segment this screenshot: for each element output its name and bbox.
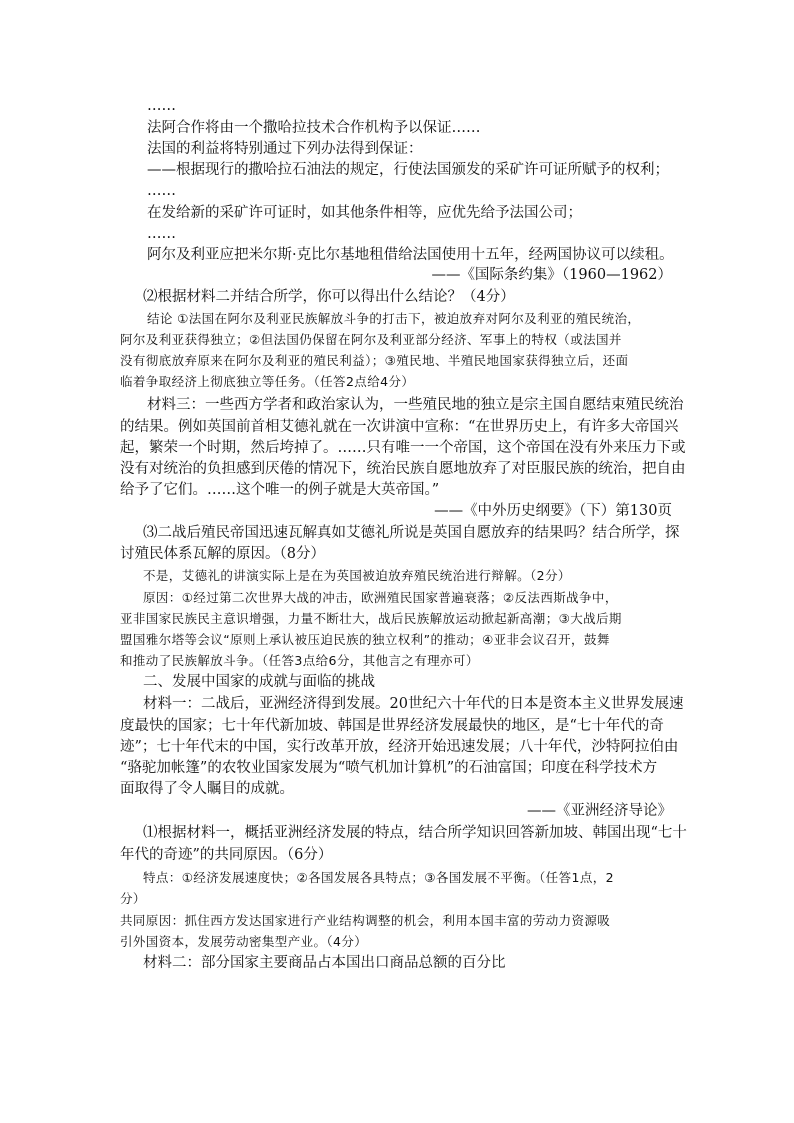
material-text: 起，繁荣一个时期，然后垮掉了。……只有唯一一个帝国，这个帝国在没有外来压力下或 [120,440,686,456]
question-text: ⑶二战后殖民帝国迅速瓦解真如艾德礼所说是英国自愿放弃的结果吗？结合所学，探 [143,525,680,541]
text-line: 在发给新的采矿许可证时，如其他条件相等，应优先给予法国公司； [147,205,582,221]
text-line: 法国的利益将特别通过下列办法得到保证： [147,141,423,157]
answer-text: 亚非国家民族民主意识增强，力量不断壮大，战后民族解放运动掀起新高潮；③大战后期 [120,611,622,626]
material-text: 的结果。例如英国前首相艾德礼就在一次讲演中宣称：“在世界历史上，有许多大帝国兴 [120,419,679,435]
material-text: 材料一：二战后，亚洲经济得到发展。20世纪六十年代的日本是资本主义世界发展速 [143,696,684,712]
material-text: 迹”；七十年代末的中国，实行改革开放，经济开始迅速发展；八十年代，沙特阿拉伯由 [120,739,679,755]
material-text: 度最快的国家；七十年代新加坡、韩国是世界经济发展最快的地区，是“七十年代的奇 [120,718,664,734]
ellipsis: …… [147,98,176,114]
text-line: 阿尔及利亚应把米尔斯·克比尔基地租借给法国使用十五年，经两国协议可以续租。 [147,247,674,263]
answer-text: 共同原因：抓住西方发达国家进行产业结构调整的机会，利用本国丰富的劳动力资源吸 [120,913,611,928]
material-text: 面取得了令人瞩目的成就。 [120,781,294,797]
answer-text: 阿尔及利亚获得独立；②但法国仍保留在阿尔及利亚部分经济、军事上的特权（或法国并 [120,332,622,347]
question-text: 讨殖民体系瓦解的原因。（8分） [120,546,325,562]
ellipsis: …… [147,183,176,199]
section-heading: 二、发展中国家的成就与面临的挑战 [143,674,375,690]
source-citation: ——《亚洲经济导论》 [527,803,672,819]
answer-text: 结论 ①法国在阿尔及利亚民族解放斗争的打击下，被迫放弃对阿尔及利亚的殖民统治， [147,311,641,326]
material-text: 没有对统治的负担感到厌倦的情况下，统治民族自愿地放弃了对臣服民族的统治，把自由 [120,461,686,477]
answer-text: 分） [120,891,146,906]
material-text: 材料二：部分国家主要商品占本国出口商品总额的百分比 [143,955,506,971]
material-text: “骆驼加帐篷”的农牧业国家发展为“喷气机加计算机”的石油富国；印度在科学技术方 [120,760,658,776]
question-text: 年代的奇迹”的共同原因。（6分） [120,847,333,863]
material-text: 材料三：一些西方学者和政治家认为，一些殖民地的独立是宗主国自愿结束殖民统治 [147,397,684,413]
text-line: ——根据现行的撒哈拉石油法的规定，行使法国颁发的采矿许可证所赋予的权利； [147,162,669,178]
answer-text: 没有彻底放弃原来在阿尔及利亚的殖民利益）；③殖民地、半殖民地国家获得独立后，还面 [120,353,629,368]
source-citation: ——《中外历史纲要》（下）第130页 [434,503,672,519]
answer-text: 盟国雅尔塔等会议“原则上承认被压迫民族的独立权利”的推动；④亚非会议召开，鼓舞 [120,632,610,647]
ellipsis: …… [147,226,176,242]
answer-text: 引外国资本，发展劳动密集型产业。（4分） [120,934,368,949]
question-text: ⑴根据材料一，概括亚洲经济发展的特点，结合所学知识回答新加坡、韩国出现“七十 [143,825,687,841]
question-text: ⑵根据材料二并结合所学，你可以得出什么结论？（4分） [143,289,515,305]
text-line: 法阿合作将由一个撒哈拉技术合作机构予以保证…… [147,120,481,136]
answer-text: 不是，艾德礼的讲演实际上是在为英国被迫放弃殖民统治进行辩解。（2分） [143,568,571,583]
answer-text: 特点：①经济发展速度快；②各国发展各具特点；③各国发展不平衡。（任答1点，2 [143,870,614,885]
answer-text: 临着争取经济上彻底独立等任务。（任答2点给4分） [120,374,415,389]
answer-text: 和推动了民族解放斗争。（任答3点给6分，其他言之有理亦可） [120,653,479,668]
material-text: 给予了它们。……这个唯一的例子就是大英帝国。” [120,482,440,498]
source-citation: ——《国际条约集》（1960—1962） [431,267,672,283]
answer-text: 原因：①经过第二次世界大战的冲击，欧洲殖民国家普遍衰落；②反法西斯战争中， [143,590,618,605]
